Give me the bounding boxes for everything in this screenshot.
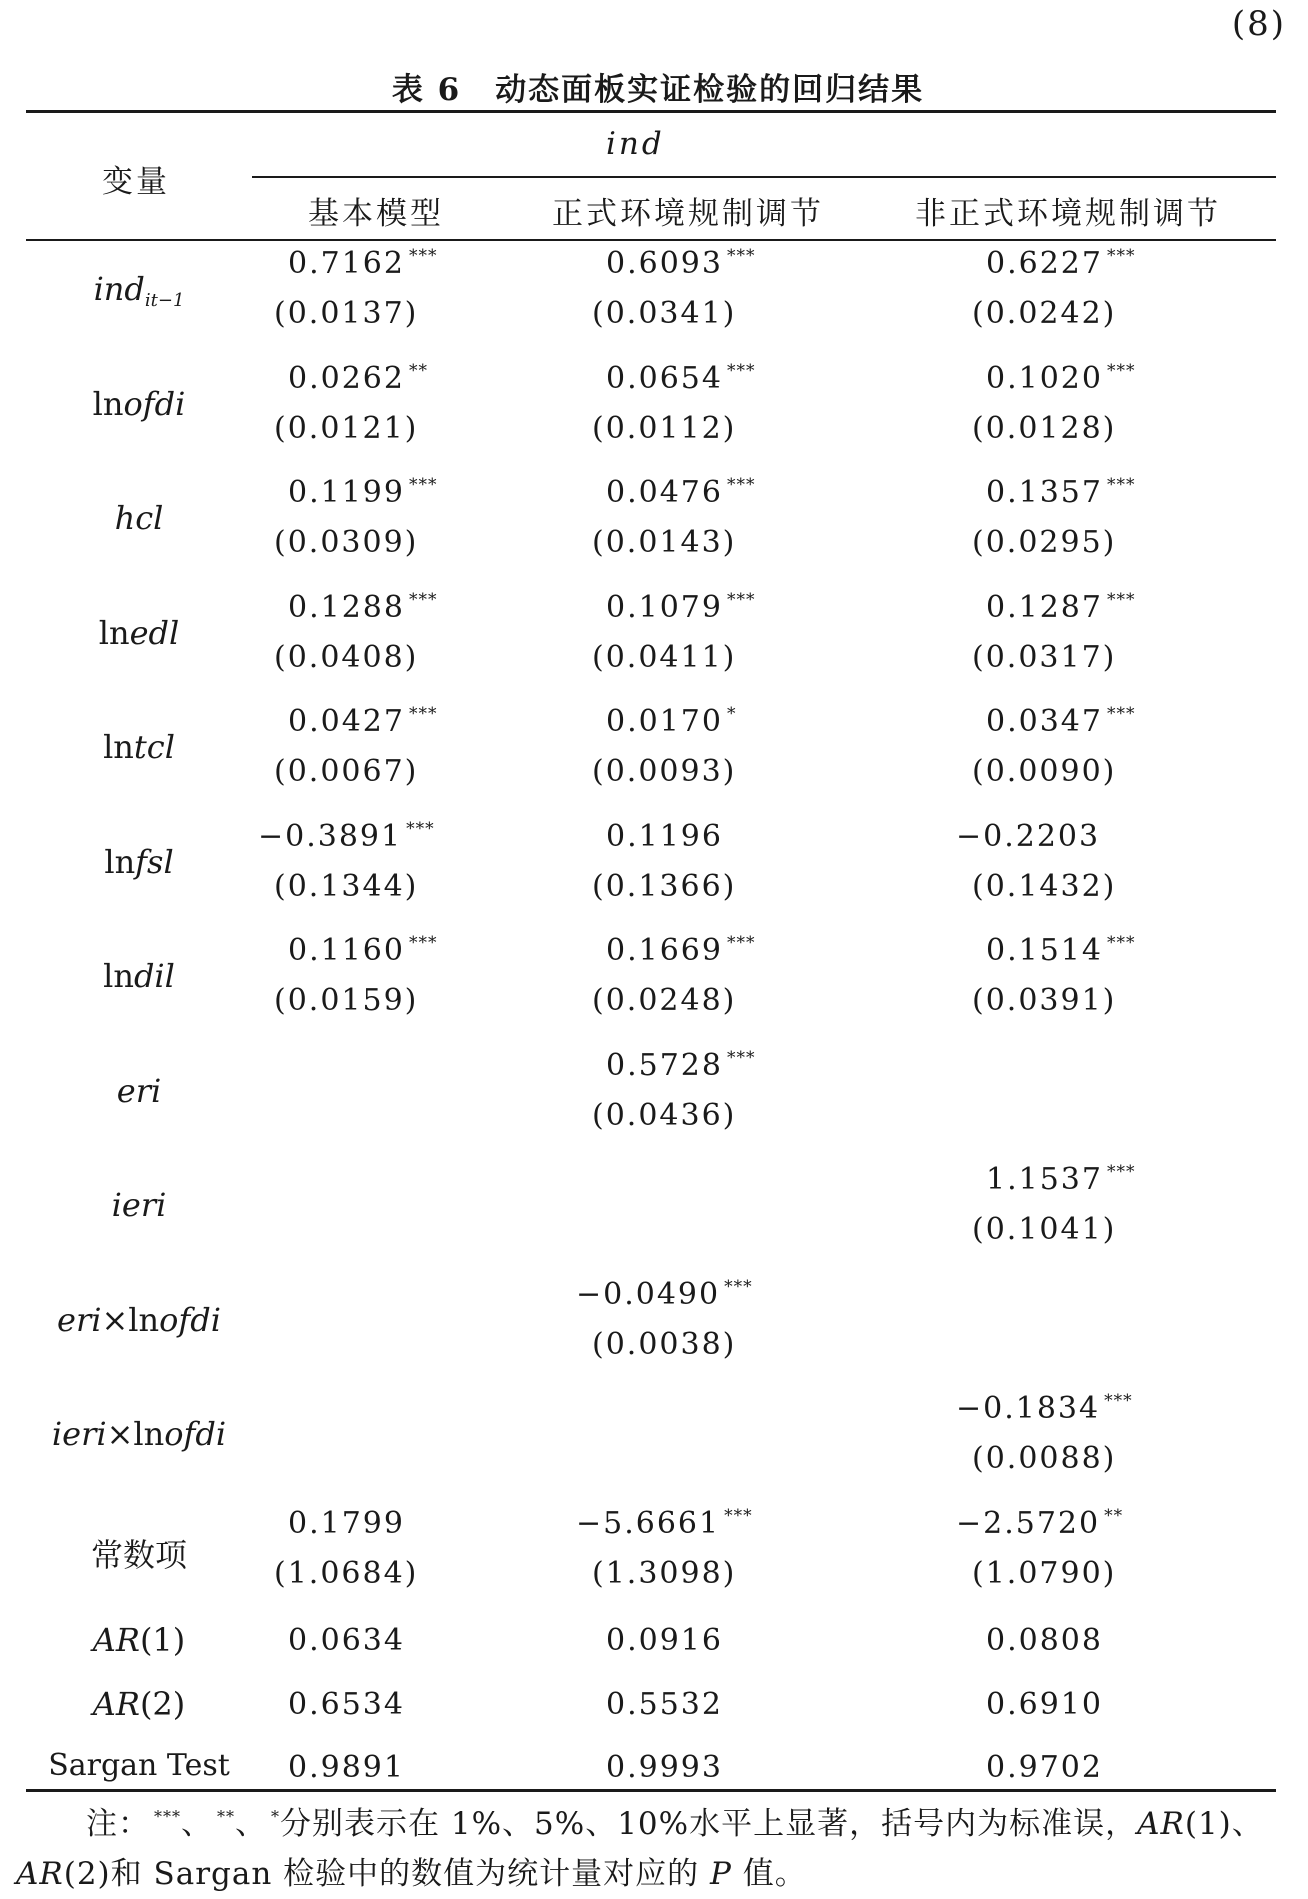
standard-error-cell: (0.0408) [274,639,419,675]
coefficient-value: 0.1199 [288,475,405,510]
variable-name: fsl [135,842,174,881]
standard-error-cell: (0.0090) [972,754,1117,789]
coefficient-value: 0.1669 [606,933,723,968]
header-col-formal: 正式环境规制调节 [552,196,824,232]
coefficient-value: 0.1287 [986,589,1103,625]
standard-error-cell: (0.0309) [274,525,419,560]
standard-error-cell: (0.0341) [592,296,737,331]
standard-error-cell: (0.0317) [972,639,1117,675]
standard-error-cell: (0.1344) [274,868,419,904]
coefficient-value: 0.0654 [606,360,723,396]
header-col-basic: 基本模型 [308,196,444,232]
standard-error-cell: (0.0391) [972,983,1117,1018]
variable-prefix: ln [103,728,134,766]
header-dependent-variable: ind [606,126,665,162]
coefficient-value: 0.0476 [606,475,723,510]
coefficient-cell [956,819,1100,854]
equation-number: (8) [1231,4,1286,44]
coefficient-value: 0.1079 [606,589,723,625]
statistic-value: 0.6534 [288,1687,405,1722]
coefficient-cell [986,246,1135,281]
significance-stars: *** [1104,1391,1133,1411]
note-prefix: 注： [86,1806,150,1842]
variable-name: eri [116,1071,162,1110]
variable-label [26,1530,252,1576]
coefficient-value: 0.1160 [288,933,405,968]
note-ar1: AR [1137,1806,1185,1842]
significance-stars: *** [726,360,756,381]
significance-stars: *** [724,1276,753,1297]
coefficient-value: 0.0347 [986,704,1103,739]
coefficient-cell [986,590,1135,625]
significance-stars: *** [1106,246,1136,266]
top-rule [26,110,1276,113]
standard-error-cell: (1.0684) [274,1555,419,1591]
coefficient-cell [576,1506,753,1541]
standard-error-cell: (0.1432) [972,868,1117,904]
coefficient-cell [288,361,428,396]
coefficient-cell [986,1162,1135,1197]
variable-label [26,1072,252,1110]
variable-subscript: it−1 [144,290,185,311]
standard-error-cell: (0.0159) [274,983,419,1018]
significance-stars: *** [408,933,438,953]
coefficient-cell [986,361,1135,396]
standard-error-cell: (0.0121) [274,410,419,446]
standard-error-cell: (0.0436) [592,1097,737,1133]
note-line-2 [16,1849,1286,1899]
coefficient-value: 1.1537 [986,1162,1103,1197]
significance-stars: *** [726,1047,756,1068]
variable-operator: ×ln [106,1415,165,1453]
coefficient-value: 0.6227 [986,246,1103,281]
statistic-name: Sargan Test [48,1748,230,1783]
statistic-label [26,1685,252,1723]
variable-label [26,614,252,652]
variable-suffix: ofdi [159,1300,221,1339]
note-line2-end: 值。 [731,1856,807,1892]
coefficient-cell [288,933,437,968]
significance-stars: *** [1106,360,1136,381]
table-label: 表 6 [391,72,462,108]
note-star-2: ** [217,1807,235,1826]
variable-label [26,1186,252,1224]
significance-stars: *** [1106,933,1136,953]
significance-stars: ** [408,360,428,381]
standard-error-cell: (0.0137) [274,296,419,331]
coefficient-value: −0.2203 [956,818,1101,854]
standard-error-cell: (1.0790) [972,1555,1117,1591]
significance-stars: *** [408,589,438,610]
standard-error-cell: (0.0112) [592,410,737,446]
coefficient-cell [606,1048,755,1083]
variable-name: ofdi [123,384,186,423]
header-sub-rule [252,176,1276,178]
standard-error-cell: (0.0411) [592,639,737,675]
coefficient-value: 0.1288 [288,589,405,625]
standard-error-cell: (0.0295) [972,525,1117,560]
variable-name: ind [93,270,145,308]
header-variable: 变量 [102,164,170,200]
standard-error-cell: (0.0128) [972,410,1117,446]
coefficient-cell [606,933,755,968]
statistic-name: AR [92,1685,140,1723]
variable-prefix: ln [103,957,134,995]
coefficient-value: 0.1196 [606,818,723,854]
variable-label [26,1301,252,1339]
statistic-value: 0.6910 [986,1687,1103,1722]
coefficient-cell [258,819,435,854]
variable-name: ieri [111,1186,167,1224]
coefficient-value: 0.1514 [986,933,1103,968]
statistic-order: (2) [139,1685,186,1723]
coefficient-cell [576,1277,753,1312]
coefficient-cell [606,361,755,396]
standard-error-cell: (0.1041) [972,1212,1117,1247]
statistic-value: 0.9702 [986,1750,1103,1785]
variable-label [26,270,252,311]
coefficient-value: −2.5720 [956,1505,1101,1541]
significance-stars: *** [1106,589,1136,610]
header-rule [26,239,1276,241]
significance-stars: *** [408,475,438,495]
standard-error-cell: (0.0248) [592,983,737,1018]
coefficient-cell [986,933,1135,968]
note-line1-text: 分别表示在 1%、5%、10%水平上显著，括号内为标准误， [280,1806,1138,1842]
coefficient-value: 0.0427 [288,704,405,739]
standard-error-cell: (1.3098) [592,1555,737,1591]
coefficient-value: 0.6093 [606,246,723,281]
significance-stars: *** [408,246,438,266]
standard-error-cell: (0.0088) [972,1441,1117,1476]
statistic-value: 0.0634 [288,1623,405,1658]
variable-name: tcl [133,728,175,766]
variable-suffix: ofdi [164,1415,227,1453]
significance-stars: *** [726,246,756,266]
variable-name: eri [57,1300,102,1339]
coefficient-value: 0.1799 [288,1505,405,1541]
significance-stars: * [726,704,737,724]
table-note [16,1792,1286,1899]
standard-error-cell: (0.0093) [592,754,737,789]
note-line-1: 注： ***、 **、 *分别表示在 1%、5%、10%水平上显著，括号内为标准误，AR(1)、 [86,1806,1264,1842]
coefficient-cell [956,1506,1123,1541]
note-star-1: * [271,1807,280,1826]
statistic-value: 0.9891 [288,1750,405,1785]
coefficient-value: −0.0490 [576,1276,721,1312]
coefficient-value: 0.5728 [606,1047,723,1083]
variable-name: dil [133,957,175,995]
note-star-3: *** [154,1807,181,1826]
table-title-text: 动态面板实证检验的回归结果 [495,72,925,108]
variable-prefix: ln [98,613,130,652]
statistic-label [26,1621,252,1659]
significance-stars: *** [724,1505,753,1526]
statistic-name: AR [92,1621,140,1659]
standard-error-cell: (0.0038) [592,1326,737,1362]
variable-label [26,957,252,995]
significance-stars: *** [1106,1162,1136,1182]
coefficient-cell [288,590,437,625]
statistic-value: 0.9993 [606,1750,723,1785]
coefficient-cell [606,475,755,510]
coefficient-cell [606,590,755,625]
coefficient-cell [288,246,437,281]
coefficient-value: 0.1357 [986,475,1103,510]
variable-label [26,728,252,766]
variable-label [26,843,252,881]
note-line1-end: (1)、 [1184,1806,1264,1842]
table-title [0,64,1308,109]
header-col-informal: 非正式环境规制调节 [915,196,1221,232]
coefficient-value: −5.6661 [576,1505,721,1541]
variable-label [26,1415,252,1453]
standard-error-cell: (0.1366) [592,868,737,904]
statistic-label [26,1748,252,1783]
coefficient-cell [606,819,723,854]
variable-prefix: ln [92,384,124,423]
significance-stars: ** [1104,1505,1124,1526]
significance-stars: *** [406,818,435,839]
coefficient-cell [956,1391,1133,1426]
significance-stars: *** [726,589,756,610]
statistic-order: (1) [139,1621,186,1659]
standard-error-cell: (0.0067) [274,754,419,789]
variable-label [26,385,252,423]
standard-error-cell: (0.0242) [972,296,1117,331]
standard-error-cell: (0.0143) [592,525,737,560]
significance-stars: *** [408,704,438,724]
variable-label [26,499,252,537]
variable-name: 常数项 [90,1535,187,1574]
variable-name: hcl [114,499,164,537]
coefficient-cell [606,246,755,281]
coefficient-cell [288,704,437,739]
coefficient-cell [606,704,736,739]
significance-stars: *** [726,475,756,495]
significance-stars: *** [1106,475,1136,495]
significance-stars: *** [1106,704,1136,724]
note-ar2: AR [16,1856,64,1892]
statistic-value: 0.5532 [606,1687,723,1722]
coefficient-value: 0.1020 [986,360,1103,396]
significance-stars: *** [726,933,756,953]
coefficient-value: 0.0170 [606,704,723,739]
variable-name: edl [129,613,180,652]
coefficient-cell [288,1506,405,1541]
statistic-value: 0.0808 [986,1623,1103,1658]
statistic-value: 0.0916 [606,1623,723,1658]
coefficient-value: −0.3891 [258,818,403,854]
variable-prefix: ln [104,842,136,881]
coefficient-value: 0.7162 [288,246,405,281]
coefficient-cell [986,704,1135,739]
variable-operator: ×ln [101,1300,160,1339]
variable-name: ieri [51,1415,107,1453]
coefficient-value: −0.1834 [956,1391,1101,1426]
coefficient-cell [986,475,1135,510]
coefficient-value: 0.0262 [288,360,405,396]
note-line2-text: (2)和 Sargan 检验中的数值为统计量对应的 [63,1856,711,1892]
note-p: P [710,1856,732,1892]
coefficient-cell [288,475,437,510]
